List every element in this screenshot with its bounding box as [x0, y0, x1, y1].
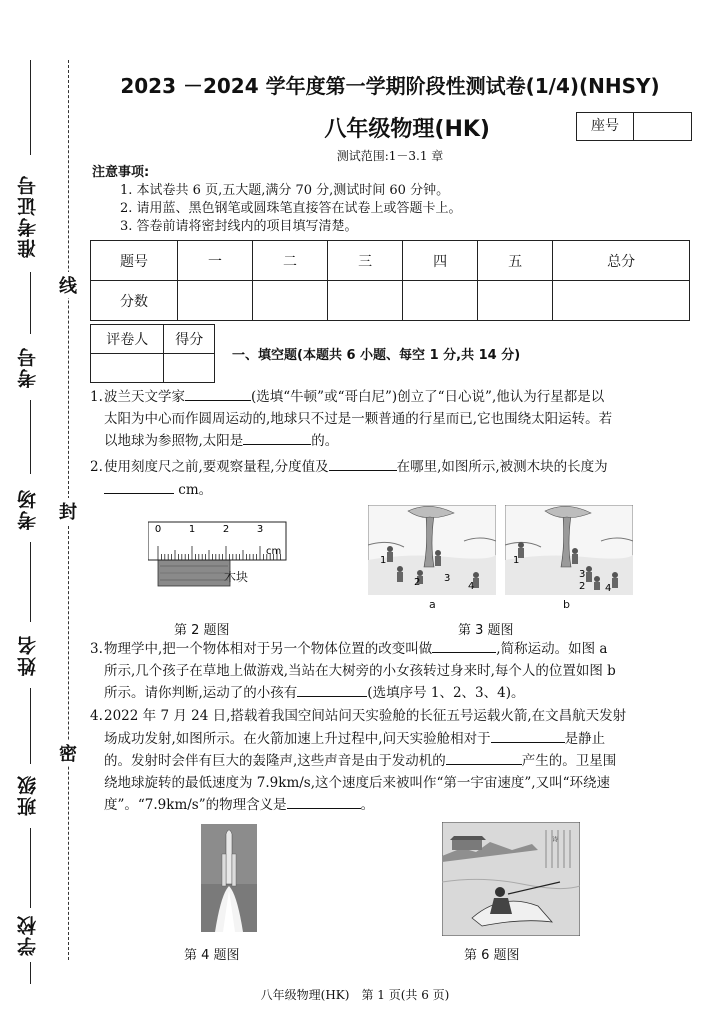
label-exam-number: 准考证号: [17, 174, 39, 258]
q4-text: 2022 年 7 月 24 日,搭载着我国空间站问天实验舱的长征五号运载火箭,在文昌航天发射: [104, 708, 627, 724]
note-item: 1. 本试卷共 6 页,五大题,满分 70 分,测试时间 60 分钟。: [120, 183, 450, 198]
q3-text: ,简称运动。如图 a: [496, 641, 608, 657]
figure-2-caption: 第 2 题图: [174, 623, 230, 638]
answer-blank[interactable]: [185, 386, 251, 401]
answer-blank[interactable]: [243, 430, 311, 445]
seat-number-field[interactable]: [634, 113, 691, 140]
q4-text: 度”。“7.9km/s”的物理含义是: [104, 797, 287, 813]
score-cell[interactable]: [253, 281, 328, 321]
figure-4-rocket: [201, 824, 257, 932]
question-number: 3.: [90, 641, 103, 657]
label-exam-room: 考场: [17, 488, 39, 530]
ruler-tick-label: 1: [188, 524, 196, 535]
q4-text: 产生的。卫星围: [521, 753, 617, 769]
test-range: 测试范围:1－3.1 章: [336, 149, 444, 163]
kid-number: 1: [513, 555, 520, 566]
kid-number: 1: [380, 555, 387, 566]
question-4: [90, 706, 698, 817]
kid-number: 2: [579, 581, 586, 592]
q1-text: 波兰天文学家: [104, 389, 185, 405]
ruler-tick-label: 0: [154, 524, 162, 535]
block-label: 木块: [224, 570, 249, 584]
figure-3-caption: 第 3 题图: [458, 623, 514, 638]
kid-number: 2: [414, 577, 421, 588]
q2-text: cm。: [178, 481, 213, 498]
grader-label: 评卷人: [91, 325, 164, 354]
score-cell[interactable]: [328, 281, 403, 321]
label-name: 姓名: [17, 634, 39, 676]
score-row-label: 分数: [91, 281, 178, 321]
section-heading: 一、填空题(本题共 6 小题、每空 1 分,共 14 分): [232, 348, 521, 363]
q2-text: 使用刻度尺之前,要观察量程,分度值及: [104, 459, 329, 475]
figure-2-ruler: [148, 518, 288, 590]
figure-6-caption: 第 6 题图: [464, 948, 520, 963]
seat-label: 座号: [577, 113, 634, 140]
figure-3a-label: a: [429, 598, 436, 611]
kid-number: 4: [605, 583, 612, 594]
answer-blank[interactable]: [432, 638, 496, 653]
score-header: 总分: [553, 241, 690, 281]
score-header: 三: [328, 241, 403, 281]
note-item: 3. 答卷前请将密封线内的项目填写清楚。: [120, 219, 358, 234]
q4-text: 是静止: [564, 730, 606, 747]
answer-blank[interactable]: [104, 479, 174, 494]
figure-3b-label: b: [563, 598, 570, 611]
figure-3b: [505, 505, 633, 595]
binding-char-seal: 封: [56, 498, 80, 524]
note-item: 2. 请用蓝、黑色钢笔或圆珠笔直接答在试卷上或答题卡上。: [120, 201, 462, 216]
q3-text: 所示,几个孩子在草地上做游戏,当站在大树旁的小女孩转过身来时,每个人的位置如图 b: [104, 662, 616, 679]
score-cell[interactable]: [178, 281, 253, 321]
answer-blank[interactable]: [491, 728, 565, 743]
q4-text: 绕地球旋转的最低速度为 7.9km/s,这个速度后来被叫作“第一宇宙速度”,又叫“环绕速: [104, 774, 611, 791]
answer-blank[interactable]: [297, 682, 367, 697]
ruler-unit: cm: [266, 546, 282, 557]
q4-text: 场成功发射,如图所示。在火箭加速上升过程中,问天实验舱相对于: [104, 730, 491, 747]
question-number: 2.: [90, 459, 103, 475]
question-1: [90, 386, 698, 453]
score-header: 五: [478, 241, 553, 281]
grader-table: [90, 324, 215, 383]
question-number: 1.: [90, 389, 103, 405]
notes: [92, 164, 462, 236]
q1-text: 以地球为参照物,太阳是: [104, 433, 244, 449]
notes-heading: 注意事项:: [92, 165, 150, 180]
kid-number: 4: [468, 581, 475, 592]
answer-blank[interactable]: [287, 794, 361, 809]
score-header: 四: [403, 241, 478, 281]
q4-text: 。: [360, 797, 375, 813]
q3-text: 所示。请你判断,运动了的小孩有: [104, 685, 298, 701]
seat-number-box: [576, 112, 692, 141]
q2-text: 在哪里,如图所示,被测木块的长度为: [396, 459, 608, 475]
svg-text:诗: 诗: [550, 836, 558, 842]
q1-text: (选填“牛顿”或“哥白尼”)创立了“日心说”,他认为行星都是以: [251, 389, 605, 405]
figure-6-painting: [442, 822, 580, 936]
points-cell[interactable]: [164, 354, 215, 383]
binding-char-secret: 密: [56, 740, 80, 766]
figure-3a: [368, 505, 496, 595]
figure-4-caption: 第 4 题图: [184, 948, 240, 963]
question-2: [90, 456, 698, 501]
question-3: [90, 638, 698, 705]
label-class: 班级: [17, 774, 39, 816]
exam-title: 2023 －2024 学年度第一学期阶段性测试卷(1/4)(NHSY): [120, 74, 660, 98]
page-footer: 八年级物理(HK) 第 1 页(共 6 页): [260, 988, 450, 1002]
q4-text: 的。发射时会伴有巨大的轰隆声,这些声音是由于发动机的: [104, 753, 446, 769]
score-cell[interactable]: [403, 281, 478, 321]
label-school: 学校: [17, 914, 39, 956]
score-header: 二: [253, 241, 328, 281]
score-cell[interactable]: [553, 281, 690, 321]
score-table: [90, 240, 690, 321]
points-label: 得分: [164, 325, 215, 354]
kid-number: 3: [444, 573, 451, 584]
q1-text: 的。: [311, 433, 339, 449]
score-header: 一: [178, 241, 253, 281]
score-header: 题号: [91, 241, 178, 281]
question-number: 4.: [90, 708, 103, 724]
grader-cell[interactable]: [91, 354, 164, 383]
q3-text: (选填序号 1、2、3、4)。: [367, 685, 525, 701]
answer-blank[interactable]: [329, 456, 397, 471]
q1-text: 太阳为中心而作圆周运动的,地球只不过是一颗普通的行星而已,它也围绕太阳运转。若: [104, 410, 613, 427]
answer-blank[interactable]: [446, 750, 522, 765]
score-cell[interactable]: [478, 281, 553, 321]
exam-subtitle: 八年级物理(HK): [324, 117, 490, 142]
label-student-number: 考号: [17, 346, 39, 388]
kid-number: 3: [579, 569, 586, 580]
ruler-tick-label: 3: [256, 524, 264, 535]
binding-char-line: 线: [56, 272, 80, 298]
ruler-tick-label: 2: [222, 524, 230, 535]
q3-text: 物理学中,把一个物体相对于另一个物体位置的改变叫做: [104, 641, 433, 657]
